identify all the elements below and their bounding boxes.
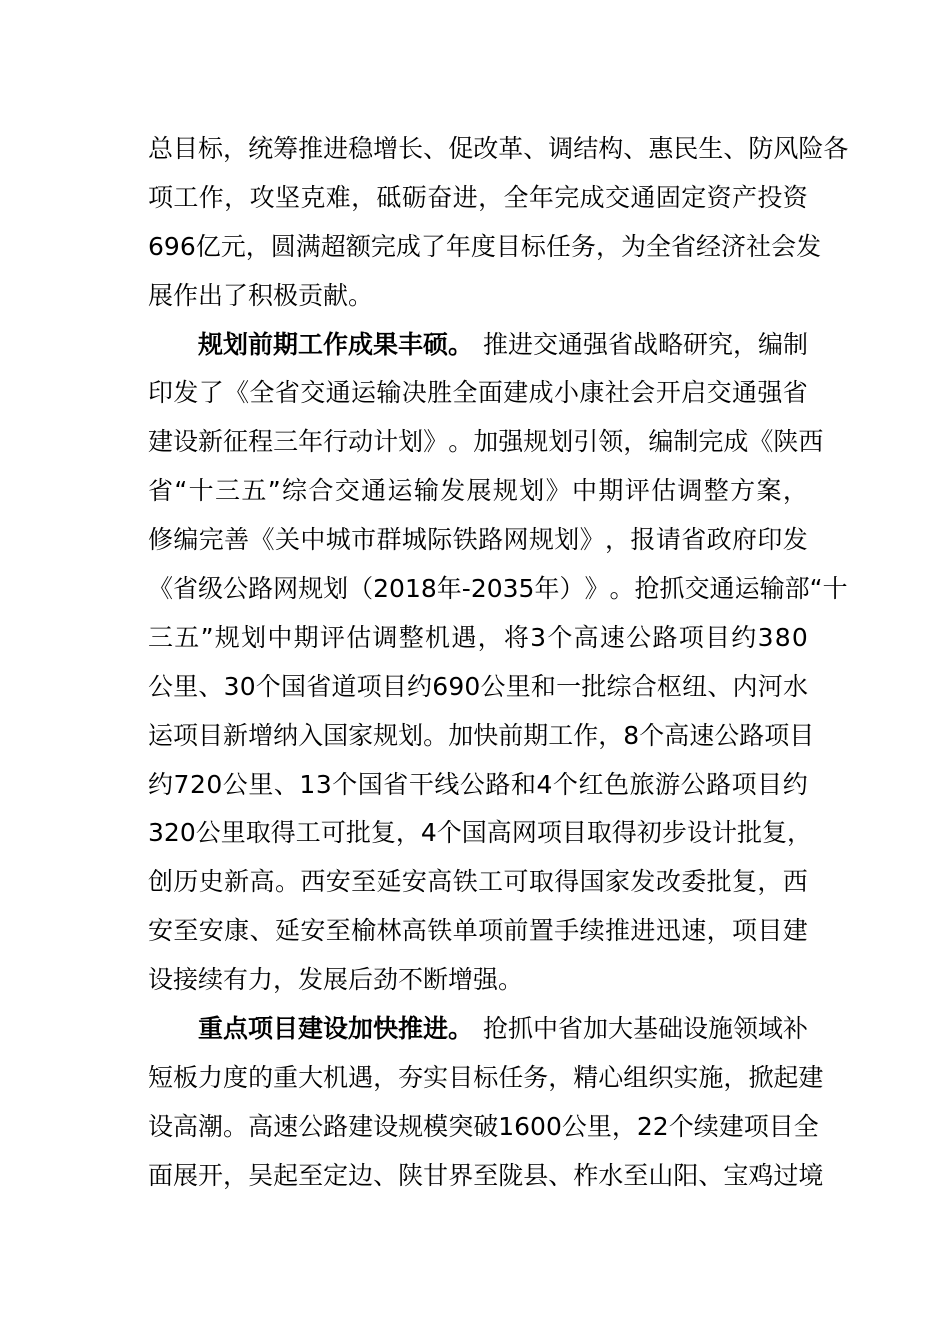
paragraph-1-line-3: 6 9 6 亿 元 ， 圆 满 超 额 完 成 了 年 度 目 标 任 务 ， 为 全 省 经 济 社 会 发: [148, 231, 822, 261]
paragraph-2-line-10: 约 7 2 0 公 里 、 1 3 个 国 省 干 线 公 路 和 4 个 红 色 旅 游 公 路 项 目 约: [148, 769, 808, 799]
paragraph-2-line-8: 公 里 、 3 0 个 国 省 道 项 目 约 6 9 0 公 里 和 一 批 综 合 枢 纽 、 内 河 水: [148, 671, 808, 701]
paragraph-2-line-11: 3 2 0 公 里 取 得 工 可 批 复 ， 4 个 国 高 网 项 目 取 得 初 步 设 计 批 复 ，: [148, 818, 812, 848]
paragraph-1-line-4: 展作出了积极贡献。: [148, 280, 374, 310]
paragraph-2-line-3: 建 设 新 征 程 三 年 行 动 计 划 》 。 加 强 规 划 引 领 ， 编 制 完 成 《 陕 西: [148, 427, 824, 457]
paragraph-2-line-1: [148, 321, 808, 370]
paragraph-2-line-5: 修 编 完 善 《 关 中 城 市 群 城 际 铁 路 网 规 划 》 ， 报 请 省 政 府 印 发: [148, 525, 808, 555]
paragraph-1-line-2: 项 工 作 ， 攻 坚 克 难 ， 砥 砺 奋 进 ， 全 年 完 成 交 通 固 定 资 产 投 资: [148, 182, 808, 212]
paragraph-3-line-1: [148, 1005, 808, 1054]
paragraph-2-line-9: 运 项 目 新 增 纳 入 国 家 规 划 。 加 快 前 期 工 作 ， 8 个 高 速 公 路 项 目: [148, 720, 815, 750]
paragraph-2-line-6: 《 省 级 公 路 网 规 划 （ 2 0 1 8 年 - 2 0 3 5 年 ） 》 。 抢 抓 交 通 运 输 部 “ 十: [148, 574, 848, 604]
paragraph-1-line-1: 总 目 标 ， 统 筹 推 进 稳 增 长 、 促 改 革 、 调 结 构 、 惠 民 生 、 防 风 险 各: [148, 134, 849, 163]
paragraph-2-line-13: 安 至 安 康 、 延 安 至 榆 林 高 铁 单 项 前 置 手 续 推 进 迅 速 ， 项 目 建: [148, 916, 808, 946]
paragraph-2-line-12: 创 历 史 新 高 。 西 安 至 延 安 高 铁 工 可 取 得 国 家 发 改 委 批 复 ， 西: [148, 867, 808, 897]
paragraph-2-heading: 规划前期工作成果丰硕。: [198, 329, 474, 359]
document-body: [148, 125, 849, 1201]
paragraph-2-first-line-text: 推进交通强省战略研究，编制: [482, 329, 808, 359]
paragraph-3-line-2: 短 板 力 度 的 重 大 机 遇 ， 夯 实 目 标 任 务 ， 精 心 组 织 实 施 ， 掀 起 建: [148, 1062, 824, 1092]
paragraph-3-first-line-text: 抢抓中省加大基础设施领域补: [482, 1014, 808, 1044]
paragraph-2-line-14: 设接续有力，发展后劲不断增强。: [148, 965, 524, 995]
paragraph-3-heading: 重点项目建设加快推进。: [198, 1014, 474, 1044]
paragraph-3-line-4: 面 展 开 ， 吴 起 至 定 边 、 陕 甘 界 至 陇 县 、 柞 水 至 山 阳 、 宝 鸡 过 境: [148, 1160, 824, 1190]
paragraph-2-line-2: 印 发 了 《 全 省 交 通 运 输 决 胜 全 面 建 成 小 康 社 会 开 启 交 通 强 省: [148, 378, 808, 408]
paragraph-3-line-3: 设 高 潮 。 高 速 公 路 建 设 规 模 突 破 1 6 0 0 公 里 ， 2 2 个 续 建 项 目 全: [148, 1111, 819, 1141]
paragraph-2-line-4: 省 “ 十 三 五 ” 综 合 交 通 运 输 发 展 规 划 》 中 期 评 估 调 整 方 案 ，: [148, 476, 808, 506]
paragraph-2-line-7: 三 五 ” 规 划 中 期 评 估 调 整 机 遇 ， 将 3 个 高 速 公 路 项 目 约 3 8 0: [148, 622, 808, 652]
